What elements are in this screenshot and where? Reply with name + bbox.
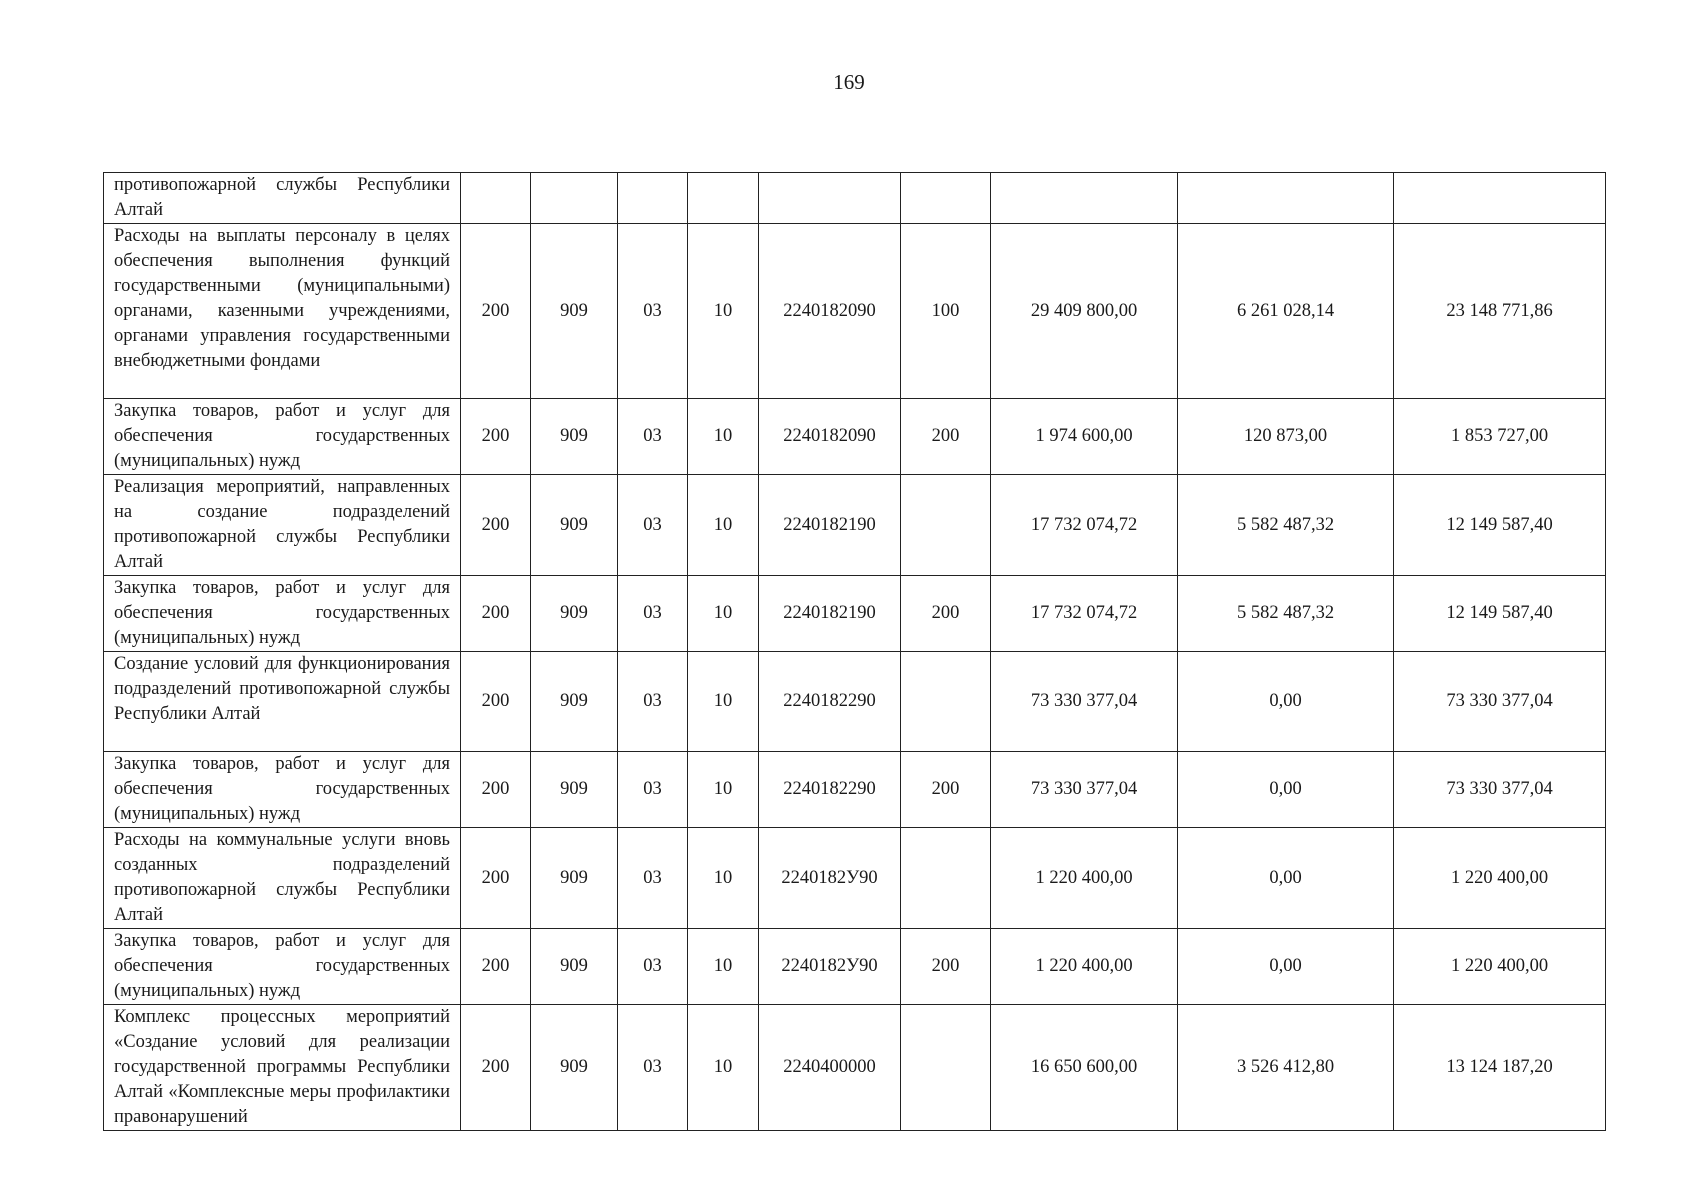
row-name-cell [104,173,461,224]
target-article-cell: 2240182090 [759,224,901,399]
section-code-cell: 03 [618,576,688,652]
row-name-text: Закупка товаров, работ и услуг для обеспечения государственных (муниципальных) нужд [114,401,450,471]
admin-code-cell [461,173,531,224]
target-article-cell: 2240182У90 [759,828,901,929]
table-row [104,173,1606,224]
admin-code-cell: 200 [461,475,531,576]
table-row [104,576,1606,652]
plan-amount-cell [991,173,1178,224]
row-name-cell [104,652,461,752]
row-name-cell [104,929,461,1005]
ved-code-cell: 909 [531,652,618,752]
remaining-amount-cell: 23 148 771,86 [1394,224,1606,399]
target-article-cell: 2240182090 [759,399,901,475]
section-code-cell: 03 [618,929,688,1005]
admin-code-cell: 200 [461,752,531,828]
table-row [104,828,1606,929]
ved-code-cell [531,173,618,224]
ved-code-cell: 909 [531,752,618,828]
executed-amount-cell: 0,00 [1178,652,1394,752]
admin-code-cell: 200 [461,929,531,1005]
remaining-amount-cell: 13 124 187,20 [1394,1005,1606,1131]
table-row [104,224,1606,399]
table-row [104,475,1606,576]
subsection-code-cell: 10 [688,828,759,929]
admin-code-cell: 200 [461,828,531,929]
row-name-text: Комплекс процессных мероприятий «Создание условий для реализации государственной программы Республики Алтай «Комплексные меры профилактики правонарушений [114,1007,450,1127]
section-code-cell: 03 [618,224,688,399]
executed-amount-cell: 0,00 [1178,752,1394,828]
section-code-cell: 03 [618,475,688,576]
remaining-amount-cell: 12 149 587,40 [1394,475,1606,576]
plan-amount-cell: 73 330 377,04 [991,752,1178,828]
target-article-cell [759,173,901,224]
plan-amount-cell: 1 220 400,00 [991,929,1178,1005]
remaining-amount-cell [1394,173,1606,224]
row-name-cell [104,475,461,576]
plan-amount-cell: 73 330 377,04 [991,652,1178,752]
executed-amount-cell: 120 873,00 [1178,399,1394,475]
expense-type-cell [901,173,991,224]
executed-amount-cell: 3 526 412,80 [1178,1005,1394,1131]
remaining-amount-cell: 1 853 727,00 [1394,399,1606,475]
remaining-amount-cell: 12 149 587,40 [1394,576,1606,652]
expense-type-cell: 100 [901,224,991,399]
plan-amount-cell: 17 732 074,72 [991,576,1178,652]
row-name-cell [104,399,461,475]
plan-amount-cell: 16 650 600,00 [991,1005,1178,1131]
subsection-code-cell: 10 [688,224,759,399]
subsection-code-cell: 10 [688,652,759,752]
target-article-cell: 2240182190 [759,475,901,576]
page-number: 169 [833,70,865,94]
table-row [104,1005,1606,1131]
row-name-text: Расходы на выплаты персоналу в целях обеспечения выполнения функций государственными (муниципальными) органами, казенными учреждениями, органами управления государственными внебюджетными фондами [114,226,450,371]
plan-amount-cell: 17 732 074,72 [991,475,1178,576]
plan-amount-cell: 1 220 400,00 [991,828,1178,929]
executed-amount-cell: 0,00 [1178,929,1394,1005]
section-code-cell: 03 [618,828,688,929]
row-name-text: противопожарной службы Республики Алтай [114,175,450,220]
ved-code-cell: 909 [531,929,618,1005]
expense-type-cell [901,1005,991,1131]
row-name-text: Создание условий для функционирования подразделений противопожарной службы Республики Алтай [114,654,450,724]
subsection-code-cell [688,173,759,224]
ved-code-cell: 909 [531,828,618,929]
subsection-code-cell: 10 [688,399,759,475]
executed-amount-cell: 5 582 487,32 [1178,576,1394,652]
subsection-code-cell: 10 [688,929,759,1005]
table-row [104,652,1606,752]
target-article-cell: 2240182290 [759,752,901,828]
executed-amount-cell: 0,00 [1178,828,1394,929]
ved-code-cell: 909 [531,224,618,399]
row-name-cell [104,576,461,652]
row-name-text: Закупка товаров, работ и услуг для обеспечения государственных (муниципальных) нужд [114,931,450,1001]
admin-code-cell: 200 [461,1005,531,1131]
table-row [104,752,1606,828]
remaining-amount-cell: 73 330 377,04 [1394,752,1606,828]
section-code-cell [618,173,688,224]
table-row [104,399,1606,475]
section-code-cell: 03 [618,652,688,752]
expense-type-cell: 200 [901,576,991,652]
target-article-cell: 2240182290 [759,652,901,752]
remaining-amount-cell: 73 330 377,04 [1394,652,1606,752]
expense-type-cell [901,828,991,929]
target-article-cell: 2240182190 [759,576,901,652]
admin-code-cell: 200 [461,652,531,752]
admin-code-cell: 200 [461,399,531,475]
expense-type-cell: 200 [901,929,991,1005]
admin-code-cell: 200 [461,576,531,652]
row-name-text: Реализация мероприятий, направленных на создание подразделений противопожарной службы Республики Алтай [114,477,450,572]
ved-code-cell: 909 [531,576,618,652]
row-name-text: Закупка товаров, работ и услуг для обеспечения государственных (муниципальных) нужд [114,578,450,648]
expense-type-cell: 200 [901,752,991,828]
ved-code-cell: 909 [531,1005,618,1131]
section-code-cell: 03 [618,399,688,475]
plan-amount-cell: 29 409 800,00 [991,224,1178,399]
remaining-amount-cell: 1 220 400,00 [1394,929,1606,1005]
target-article-cell: 2240400000 [759,1005,901,1131]
subsection-code-cell: 10 [688,1005,759,1131]
table-row [104,929,1606,1005]
executed-amount-cell: 5 582 487,32 [1178,475,1394,576]
subsection-code-cell: 10 [688,576,759,652]
row-name-cell [104,752,461,828]
budget-table [103,172,1606,1131]
remaining-amount-cell: 1 220 400,00 [1394,828,1606,929]
row-name-cell [104,1005,461,1131]
row-name-cell [104,224,461,399]
expense-type-cell [901,652,991,752]
subsection-code-cell: 10 [688,475,759,576]
subsection-code-cell: 10 [688,752,759,828]
section-code-cell: 03 [618,752,688,828]
admin-code-cell: 200 [461,224,531,399]
executed-amount-cell: 6 261 028,14 [1178,224,1394,399]
plan-amount-cell: 1 974 600,00 [991,399,1178,475]
expense-type-cell [901,475,991,576]
row-name-text: Закупка товаров, работ и услуг для обеспечения государственных (муниципальных) нужд [114,754,450,824]
row-name-text: Расходы на коммунальные услуги вновь созданных подразделений противопожарной службы Республики Алтай [114,830,450,925]
expense-type-cell: 200 [901,399,991,475]
ved-code-cell: 909 [531,475,618,576]
executed-amount-cell [1178,173,1394,224]
target-article-cell: 2240182У90 [759,929,901,1005]
ved-code-cell: 909 [531,399,618,475]
row-name-cell [104,828,461,929]
section-code-cell: 03 [618,1005,688,1131]
